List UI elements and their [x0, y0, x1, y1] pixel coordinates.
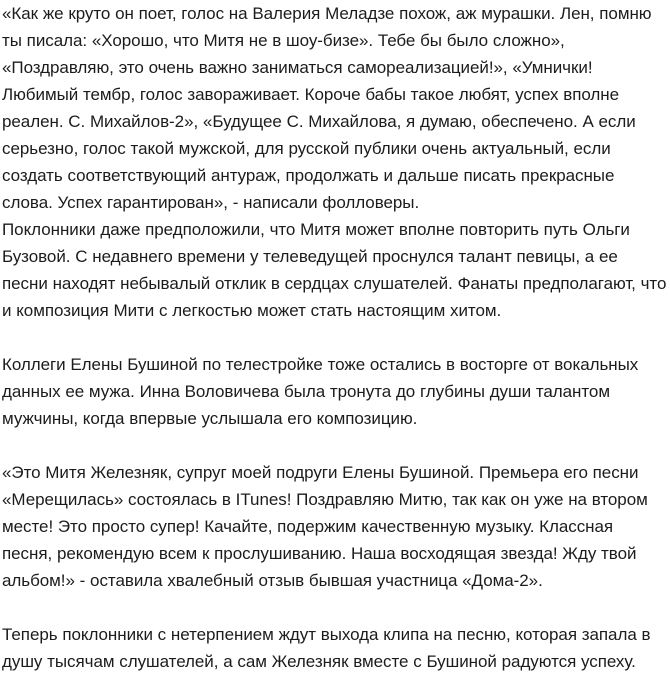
- article-paragraph: «Как же круто он поет, голос на Валерия Меладзе похож, аж мурашки. Лен, помню ты писала: «Хорошо, что Митя не в шоу-бизе». Тебе бы было сложно», «Поздравляю, это очень важно заниматься самореализацией!», «Умнички! Любимый тембр, голос завораживает. Короче бабы такое любят, успех вполне реален. С. Михайлов-2», «Будущее С. Михайлова, я думаю, обеспечено. А если серьезно, голос такой мужской, для русской публики очень актуальный, если создать соответствующий антураж, продолжать и дальше писать прекрасные слова. Успех гарантирован», - написали фолловеры.: [2, 4, 652, 212]
- article-paragraph: Поклонники даже предположили, что Митя может вполне повторить путь Ольги Бузовой. С недавнего времени у телеведущей проснулся талант певицы, а ее песни находят небывалый отклик в сердцах слушателей. Фанаты предполагают, что и композиция Мити с легкостью может стать настоящим хитом.: [2, 220, 667, 320]
- article-paragraph: «Это Митя Железняк, супруг моей подруги Елены Бушиной. Премьера его песни «Мерещилась» состоялась в ITunes! Поздравляю Митю, так как он уже на втором месте! Это просто супер! Качайте, подержим качественную музыку. Классная песня, рекомендую всем к прослушиванию. Наша восходящая звезда! Жду твой альбом!» - оставила хвалебный отзыв бывшая участница «Дома-2».: [2, 463, 648, 590]
- article-paragraph: Коллеги Елены Бушиной по телестройке тоже остались в восторге от вокальных данных ее мужа. Инна Воловичева была тронута до глубины души талантом мужчины, когда впервые услышала его композицию.: [2, 355, 639, 428]
- article-paragraph: Теперь поклонники с нетерпением ждут выхода клипа на песню, которая запала в душу тысячам слушателей, а сам Железняк вместе с Бушиной радуются успеху.: [2, 625, 651, 671]
